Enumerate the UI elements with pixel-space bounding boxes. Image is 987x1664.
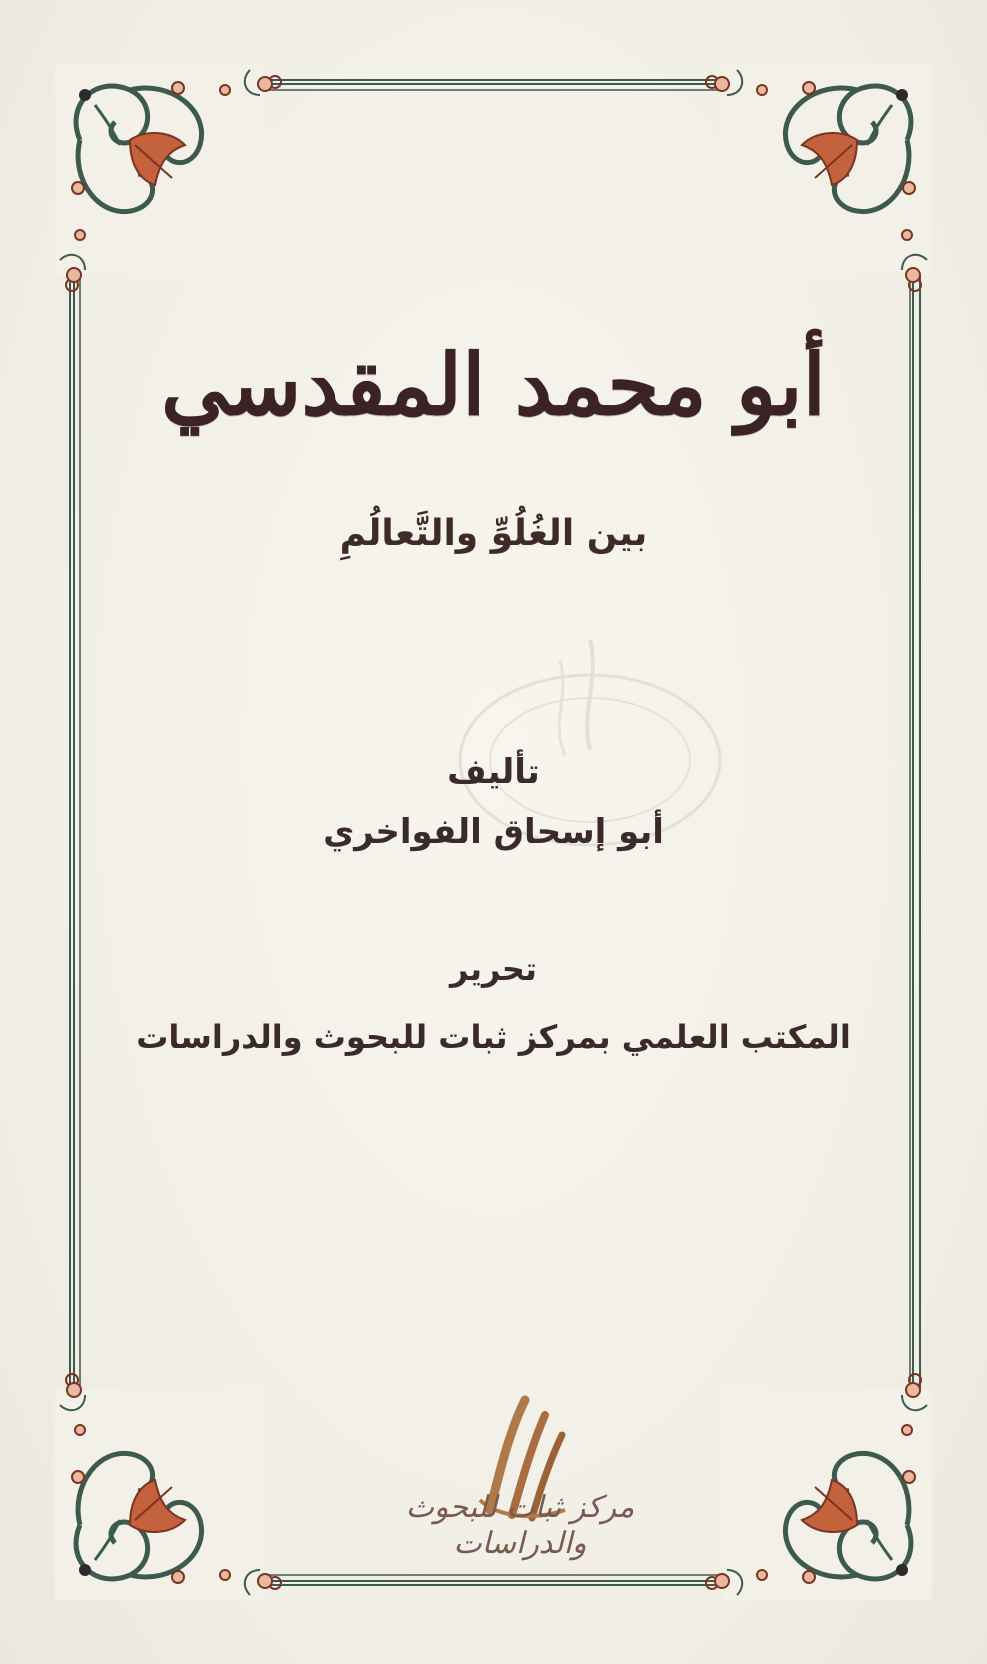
editor-label: تحرير xyxy=(450,950,537,988)
book-subtitle: بين الغُلُوِّ والتَّعالُمِ xyxy=(339,513,648,554)
author-label: تأليف xyxy=(447,752,540,792)
author-name: أبو إسحاق الفواخري xyxy=(323,812,664,852)
publisher-logo-text: مركز ثبات للبحوث والدراسات xyxy=(405,1490,635,1561)
book-title: أبو محمد المقدسي xyxy=(161,335,826,434)
editor-name: المكتب العلمي بمركز ثبات للبحوث والدراسات xyxy=(136,1018,851,1056)
